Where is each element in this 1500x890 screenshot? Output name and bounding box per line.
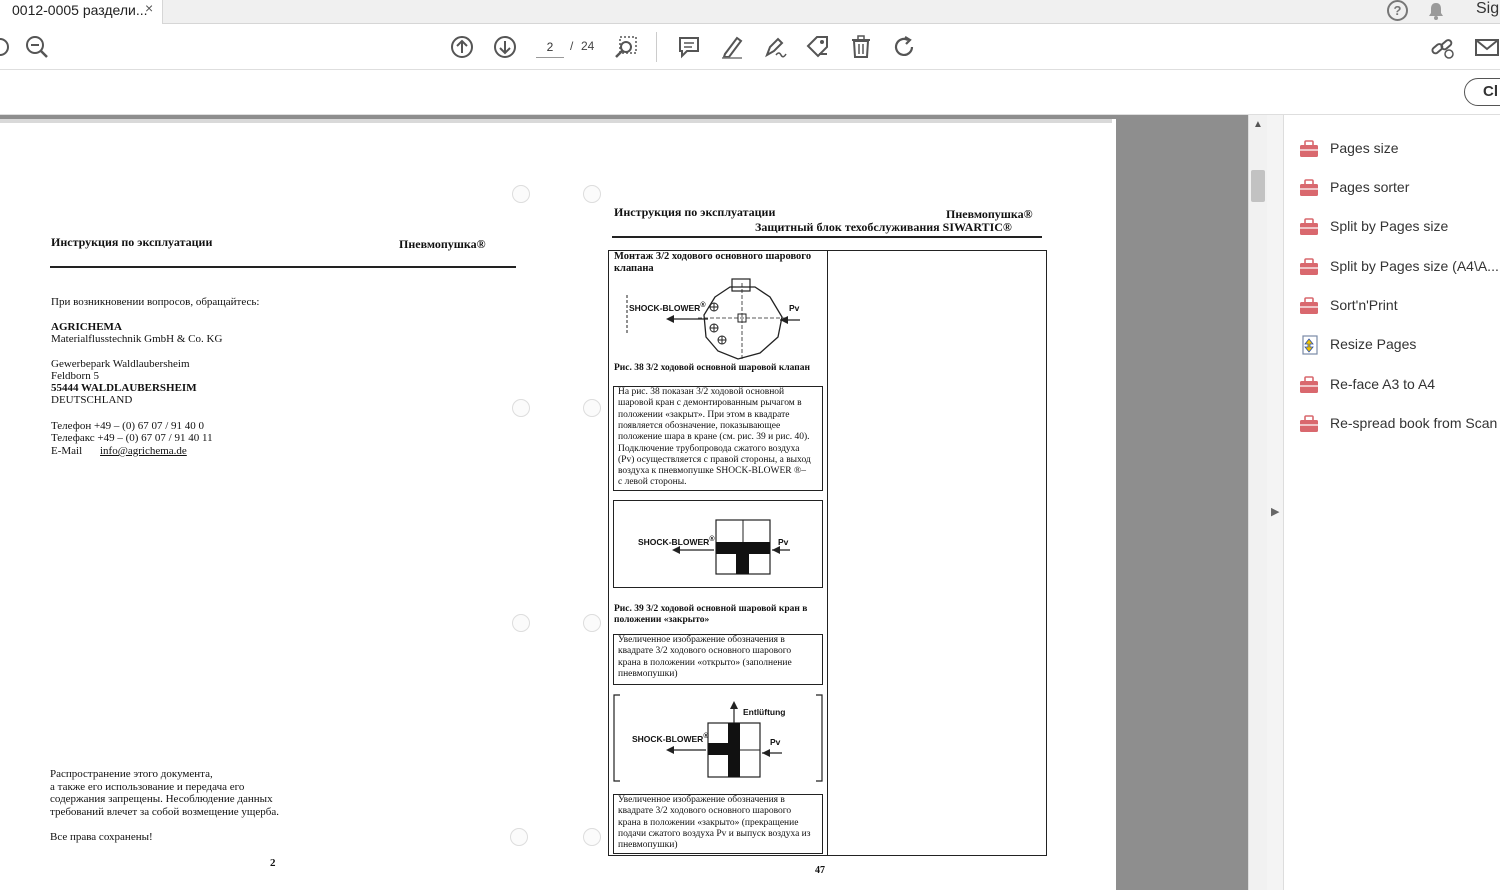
toolbox-icon (1298, 178, 1320, 198)
paragraph-line: шаровой кран с демонтированным рычагом в (618, 398, 802, 409)
box-title-line-1: Монтаж 3/2 ходового основного шарового (614, 251, 812, 262)
fig39-caption-line-2: положении «закрыто» (614, 615, 710, 625)
next-page-icon[interactable] (492, 34, 518, 60)
panel-collapse-strip[interactable] (1267, 115, 1284, 890)
fig40-entluftung-label: Entlüftung (743, 707, 786, 717)
toolbar-divider (656, 32, 657, 62)
toolbox-icon (1298, 257, 1320, 277)
help-icon[interactable]: ? (1387, 0, 1408, 21)
table-column-divider (827, 250, 828, 856)
stamp-tag-icon[interactable] (805, 34, 831, 60)
paragraph-line: пневмопушки) (618, 840, 678, 851)
right-header-subtitle: Защитный блок техобслуживания SIWARTIC® (755, 220, 1012, 234)
toolbox-icon (1298, 139, 1320, 159)
paragraph-line: положение шара в кране (см. рис. 39 и рис. 40). (618, 432, 810, 443)
page-number-input[interactable] (536, 36, 564, 58)
paragraph-line: На рис. 38 показан 3/2 ходовой основной (618, 387, 785, 397)
left-header-product: Пневмопушка® (399, 237, 486, 251)
tool-item-split-by-pages-size-a4-a[interactable] (1298, 255, 1500, 279)
fig39-shock-blower-label: SHOCK-BLOWER® (638, 535, 715, 547)
fig39-caption-line-1: Рис. 39 3/2 ходовой основной шаровой кран в (614, 604, 808, 614)
address-line-3: 55444 WALDLAUBERSHEIM (51, 382, 197, 394)
paragraph-line: пневмопушки) (618, 668, 678, 679)
tool-label: Split by Pages size (A4\A... (1330, 258, 1499, 274)
box-title-line-2: клапана (614, 263, 654, 274)
right-header-title: Инструкция по эксплуатации (614, 205, 776, 219)
email-label: E-Mail (51, 445, 83, 457)
punch-hole (583, 185, 601, 203)
legal-line-1: Распространение этого документа, (50, 768, 213, 780)
collapse-arrow-icon[interactable]: ▶ (1271, 506, 1280, 518)
fig38-shock-blower-label: SHOCK-BLOWER® (629, 301, 706, 313)
document-viewport[interactable] (0, 115, 1248, 890)
highlight-pen-icon[interactable] (719, 34, 745, 60)
paragraph-line: квадрате 3/2 ходового основного шарового (618, 646, 792, 657)
page-total: 24 (581, 39, 595, 53)
punch-hole (510, 828, 528, 846)
tool-item-resize-pages[interactable] (1298, 333, 1500, 357)
fig40-shock-blower-label: SHOCK-BLOWER® (632, 732, 709, 744)
vertical-scrollbar[interactable] (1248, 115, 1267, 890)
paragraph-line: с левой стороны. (618, 477, 687, 488)
toolbox-icon (1298, 296, 1320, 316)
contact-intro: При возникновении вопросов, обращайтесь: (51, 296, 260, 308)
tool-item-re-spread-book-from-scan[interactable] (1298, 412, 1500, 436)
right-page-number: 47 (815, 865, 825, 876)
tool-label: Re-spread book from Scan (1330, 415, 1498, 431)
legal-line-2: а также его использование и передача его (50, 781, 245, 793)
sign-pen-icon[interactable] (762, 34, 788, 60)
tool-label: Re-face A3 to A4 (1330, 376, 1436, 392)
address-line-1: Gewerbepark Waldlaubersheim (51, 358, 190, 370)
paragraph-line: положении «закрыт». При этом в квадрате (618, 409, 790, 420)
paragraph-line: воздуха к пневмопушке SHOCK-BLOWER ®– (618, 466, 806, 477)
tab-title: 0012-0005 раздели... (12, 2, 148, 18)
legal-line-3: содержания запрещены. Несоблюдение данных (50, 793, 273, 805)
paragraph-line: крана в положении «закрыто» (прекращение (618, 817, 799, 828)
punch-hole (512, 614, 530, 632)
zoom-out-icon[interactable] (24, 34, 50, 60)
left-page-number: 2 (270, 857, 276, 869)
rotate-icon[interactable] (891, 34, 917, 60)
punch-hole (512, 185, 530, 203)
tool-item-re-face-a3-to-a4[interactable] (1298, 373, 1500, 397)
tool-label: Sort'n'Print (1330, 297, 1398, 313)
company-full-name: Materialflusstechnik GmbH & Co. KG (51, 333, 223, 345)
scroll-thumb[interactable] (1251, 170, 1265, 202)
scanned-page (0, 119, 1116, 890)
email-link: info@agrichema.de (100, 445, 187, 457)
email-icon[interactable] (1473, 34, 1499, 60)
tool-label: Pages size (1330, 140, 1399, 156)
address-line-4: DEUTSCHLAND (51, 394, 133, 406)
main-toolbar (0, 24, 1500, 70)
paragraph-line: квадрате 3/2 ходового основного шарового (618, 806, 792, 817)
tool-item-pages-size[interactable] (1298, 137, 1500, 161)
tab-close-icon[interactable]: × (145, 0, 154, 16)
resize-icon (1298, 335, 1320, 355)
punch-hole (512, 399, 530, 417)
fax-line: Телефакс +49 – (0) 67 07 / 91 40 11 (51, 432, 213, 444)
close-tool-button[interactable]: Cl (1464, 78, 1500, 106)
sign-in-link[interactable]: Sig (1476, 0, 1500, 17)
scroll-up-arrow-icon[interactable]: ▲ (1253, 119, 1263, 130)
address-line-2: Feldborn 5 (51, 370, 99, 382)
rights-text: Все права сохранены! (50, 831, 153, 843)
left-header-title: Инструкция по эксплуатации (51, 235, 213, 249)
fig40-pv-label: Pv (770, 737, 781, 747)
tool-label: Pages sorter (1330, 179, 1410, 195)
tool-item-sort-n-print[interactable] (1298, 294, 1500, 318)
toolbox-icon (1298, 217, 1320, 237)
fig38-caption: Рис. 38 3/2 ходовой основной шаровой клапан (614, 363, 810, 373)
toolbox-icon (1298, 414, 1320, 434)
phone-line: Телефон +49 – (0) 67 07 / 91 40 0 (51, 420, 205, 432)
legal-line-4: требований влечет за собой возмещение ущерба. (50, 806, 279, 818)
tool-item-pages-sorter[interactable] (1298, 176, 1500, 200)
paragraph-line: (Pv) осуществляется с правой стороны, а выход (618, 454, 811, 465)
fig39-pv-label: Pv (778, 537, 789, 547)
tools-panel (1284, 115, 1500, 890)
toolbox-icon (1298, 375, 1320, 395)
tool-item-split-by-pages-size[interactable] (1298, 215, 1500, 239)
trash-icon[interactable] (848, 34, 874, 60)
tool-label: Resize Pages (1330, 336, 1417, 352)
paragraph-line: Увеличенное изображение обозначения в (618, 635, 785, 645)
left-header-rule (50, 266, 516, 268)
right-header-rule (612, 236, 1042, 238)
paragraph-line: крана в положении «открыто» (заполнение (618, 657, 792, 668)
tool-subbar (0, 70, 1500, 115)
tab-bar (0, 0, 1500, 24)
paragraph-line: появляется обозначение, показывающее (618, 420, 781, 431)
paragraph-line: Увеличенное изображение обозначения в (618, 795, 785, 805)
marquee-zoom-icon[interactable] (613, 34, 639, 60)
comment-icon[interactable] (676, 34, 702, 60)
page-top-edge (0, 119, 1112, 123)
punch-hole (583, 399, 601, 417)
fig38-pv-label: Pv (789, 303, 800, 313)
paragraph-line: подачи сжатого воздуха Pv и выпуск воздуха из (618, 828, 811, 839)
company-name: AGRICHEMA (51, 321, 122, 333)
previous-page-icon[interactable] (449, 34, 475, 60)
valve-diagram-fig38 (620, 275, 820, 363)
paragraph-line: Подключение трубопровода сжатого воздуха (618, 443, 800, 454)
right-header-product: Пневмопушка® (946, 207, 1033, 221)
pan-icon[interactable] (0, 34, 13, 60)
page-separator: / (570, 39, 574, 53)
bell-icon[interactable] (1427, 2, 1445, 20)
punch-hole (583, 614, 601, 632)
punch-hole (583, 828, 601, 846)
tool-label: Split by Pages size (1330, 218, 1449, 234)
document-tab[interactable] (0, 0, 163, 24)
share-link-icon[interactable] (1429, 34, 1455, 60)
